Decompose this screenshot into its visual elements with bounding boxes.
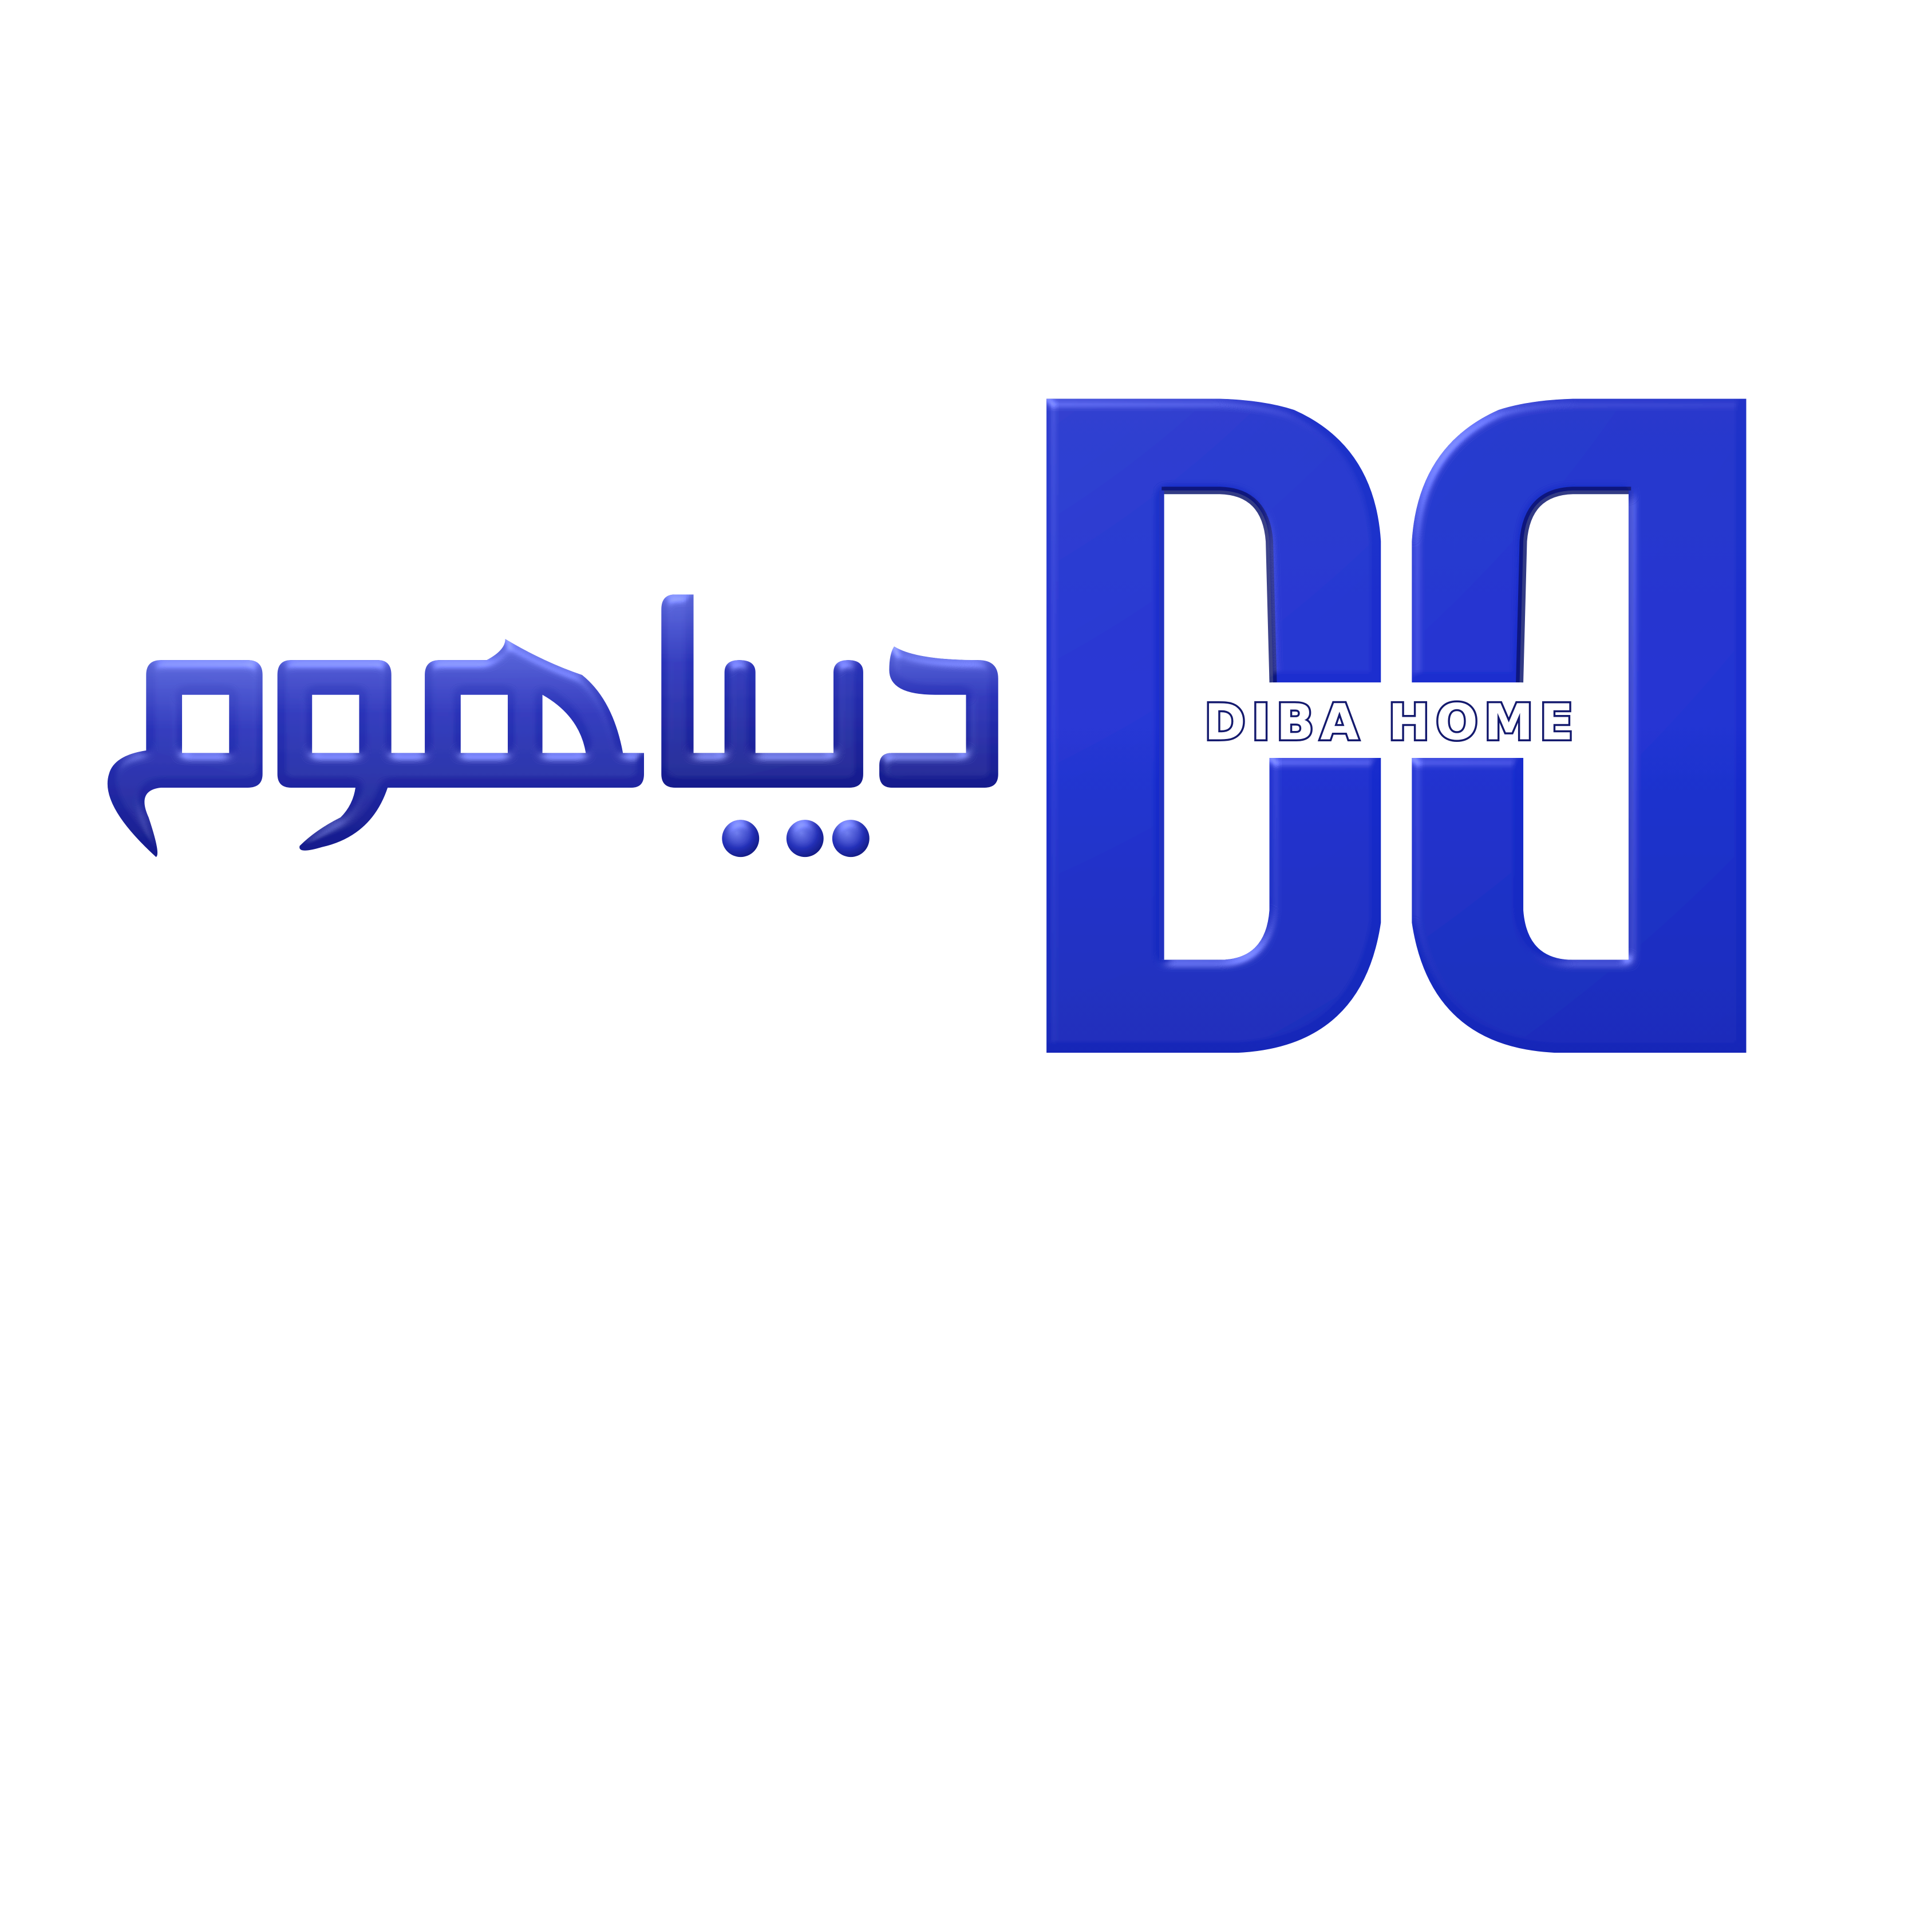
dot-middle bbox=[787, 820, 824, 857]
latin-wordmark: DIBA HOME bbox=[1204, 694, 1580, 752]
dot-right bbox=[832, 820, 870, 857]
arabic-wordmark-graphic bbox=[108, 594, 998, 857]
dot-left bbox=[722, 820, 759, 857]
